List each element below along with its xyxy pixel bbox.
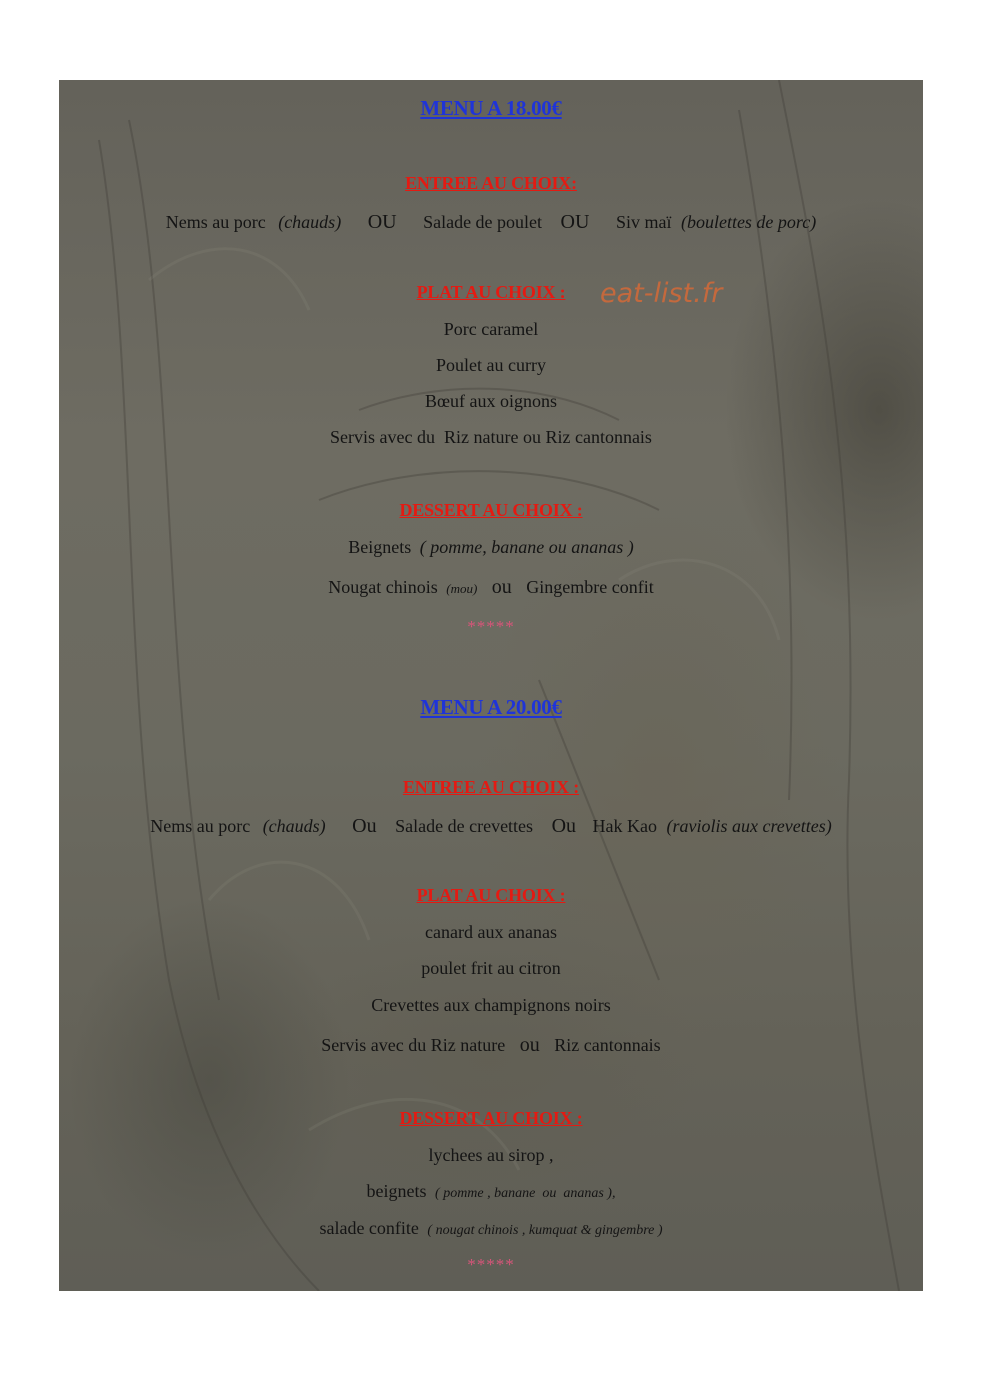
served-with-riz-cantonnais: Riz cantonnais (554, 1035, 661, 1055)
entree-option-hak-kao: Hak Kao (592, 816, 657, 836)
menu-18-plat-item: Porc caramel (443, 319, 539, 339)
menu-18-dessert-line-1 (59, 538, 923, 556)
served-with-separator: ou (519, 1034, 540, 1056)
menu-20-dessert-line-2 (59, 1182, 923, 1201)
menu-20-plat-heading: PLAT AU CHOIX : (416, 885, 566, 905)
menu-20-plat-item: Crevettes aux champignons noirs (371, 995, 611, 1015)
dessert-beignets-note: ( pomme , banane ou ananas ), (435, 1186, 616, 1201)
dessert-nougat-note: (mou) (446, 581, 478, 596)
menu-18-entree-options (59, 212, 923, 232)
menu-18-stars: ***** (467, 617, 515, 636)
dessert-beignets: beignets (366, 1181, 427, 1201)
menu-18-entree-heading: ENTREE AU CHOIX: (405, 173, 577, 193)
menu-20-stars: ***** (467, 1255, 515, 1274)
entree-option-salade: Salade de poulet (423, 212, 543, 232)
menu-page (59, 80, 923, 1291)
dessert-gingembre: Gingembre confit (526, 577, 654, 597)
menu-18-plat-item: Bœuf aux oignons (425, 391, 557, 411)
menu-18-dessert-line-2 (59, 577, 923, 597)
entree-separator: OU (560, 211, 590, 233)
entree-option-siv-mai-note: (boulettes de porc) (680, 212, 817, 232)
menu-18-plat-item: Poulet au curry (436, 355, 546, 375)
menu-20-entree-options (59, 816, 923, 836)
menu-20-dessert-heading: DESSERT AU CHOIX : (399, 1108, 583, 1128)
menu-18-dessert-heading: DESSERT AU CHOIX : (399, 500, 583, 520)
menu-18-plat-served-with: Servis avec du Riz nature ou Riz cantonnais (330, 427, 652, 447)
entree-option-nems-note: (chauds) (278, 212, 342, 232)
entree-option-nems-note: (chauds) (262, 816, 326, 836)
menu-20-entree-heading: ENTREE AU CHOIX : (402, 777, 580, 797)
served-with-riz-nature: Servis avec du Riz nature (321, 1035, 506, 1055)
menu-20-plat-item: poulet frit au citron (421, 958, 561, 978)
entree-option-hak-kao-note: (raviolis aux crevettes) (666, 816, 832, 836)
menu-20-dessert-line-3 (59, 1219, 923, 1238)
entree-separator: Ou (352, 815, 377, 837)
dessert-salade-confite-note: ( nougat chinois , kumquat & gingembre ) (427, 1223, 663, 1238)
menu-20-title: MENU A 20.00€ (420, 695, 562, 719)
dessert-beignets-note: ( pomme, banane ou ananas ) (419, 537, 634, 557)
menu-18-title: MENU A 18.00€ (420, 96, 562, 120)
entree-option-nems: Nems au porc (150, 816, 251, 836)
dessert-salade-confite: salade confite (319, 1218, 419, 1238)
watermark-logo: eat-list.fr (600, 278, 723, 309)
entree-option-salade-crevettes: Salade de crevettes (395, 816, 534, 836)
menu-20-dessert-line-1: lychees au sirop , (428, 1145, 554, 1165)
menu-20-plat-item: canard aux ananas (425, 922, 557, 942)
entree-separator: OU (367, 211, 397, 233)
entree-option-siv-mai: Siv maï (615, 212, 672, 232)
entree-separator: Ou (551, 815, 577, 837)
entree-option-nems: Nems au porc (165, 212, 266, 232)
dessert-nougat: Nougat chinois (328, 577, 438, 597)
dessert-beignets: Beignets (348, 537, 412, 557)
menu-18-plat-heading: PLAT AU CHOIX : (416, 282, 566, 302)
menu-20-plat-served-with (59, 1035, 923, 1055)
dessert-separator: ou (491, 576, 512, 598)
